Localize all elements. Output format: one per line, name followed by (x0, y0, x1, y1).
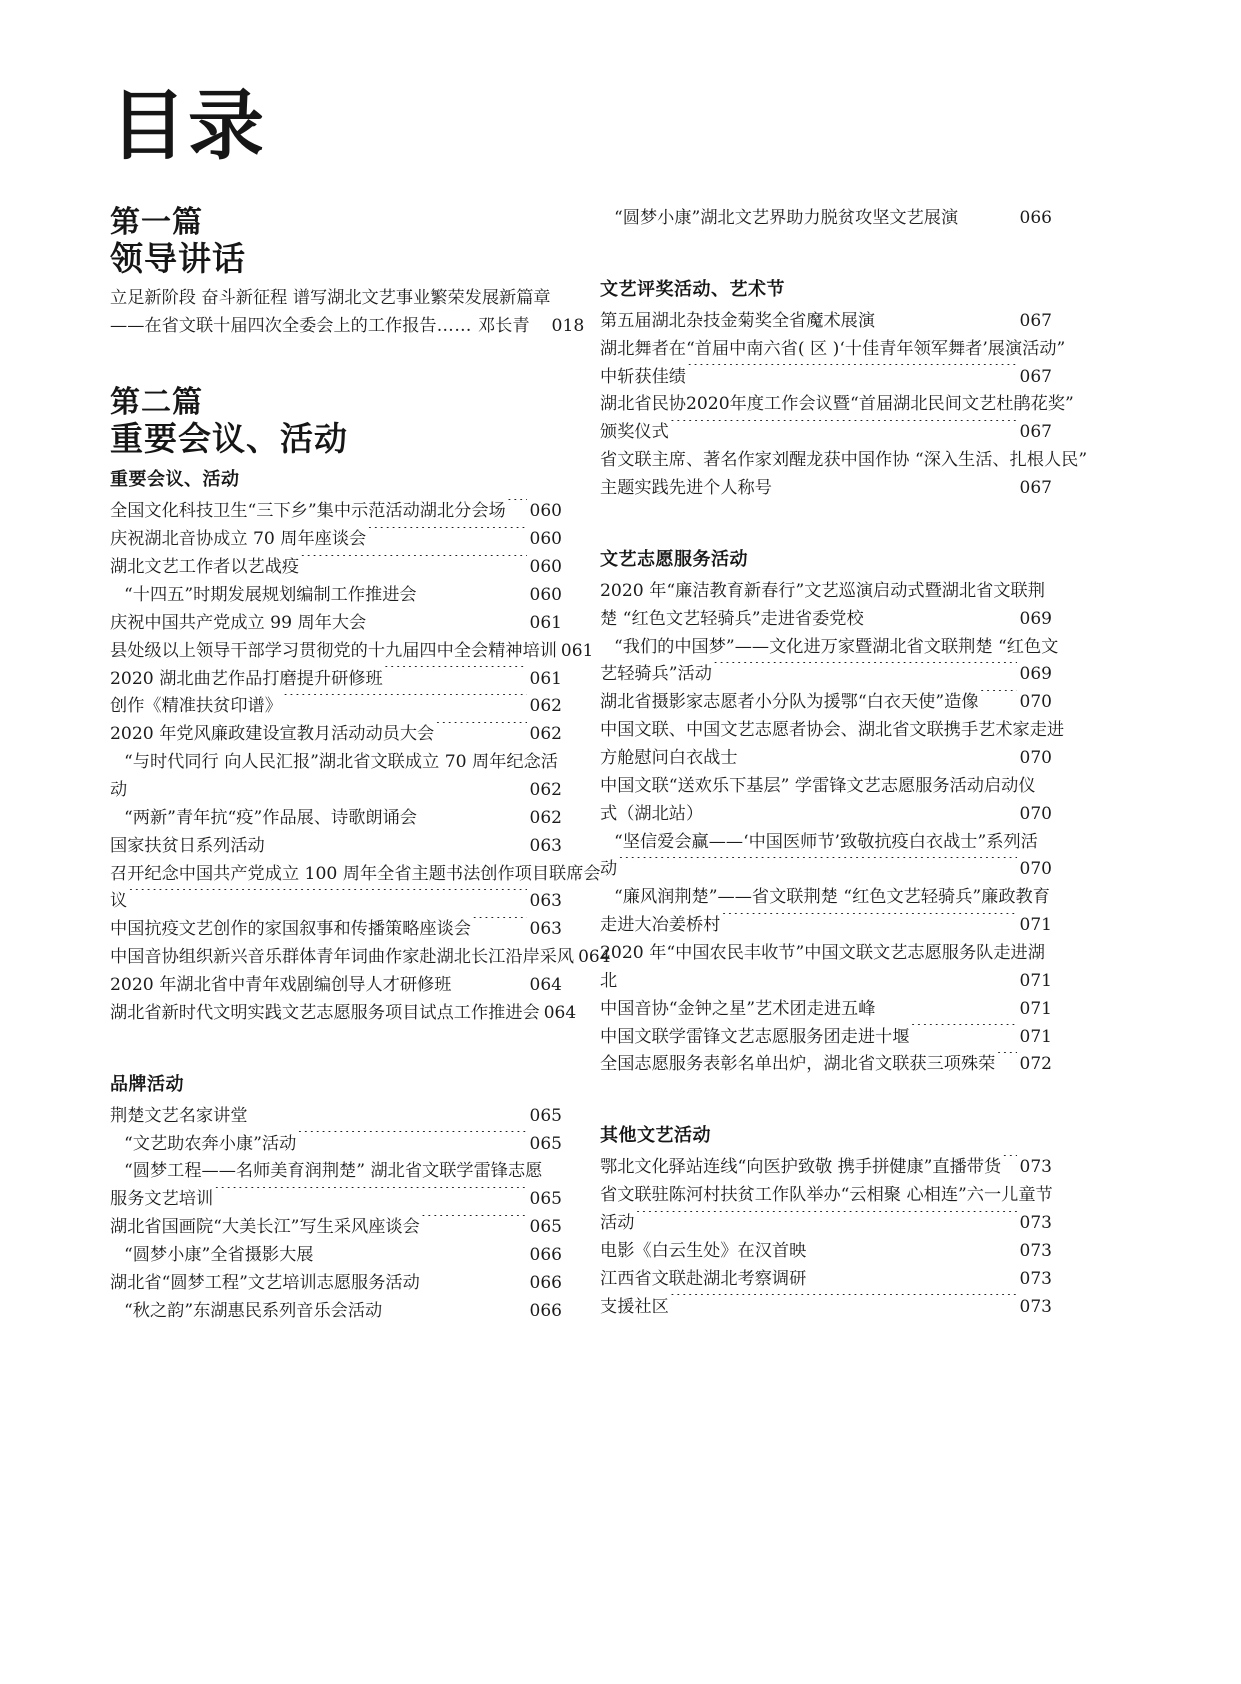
toc-entry-title: 湖北文艺工作者以艺战疫 (110, 557, 300, 578)
toc-entry[interactable] (110, 1214, 562, 1242)
toc-leader-dots (266, 834, 527, 851)
toc-entry[interactable] (110, 666, 562, 694)
toc-leader-dots (367, 527, 526, 544)
toc-entry-title: 2020 年“中国农民丰收节”中国文联文艺志愿服务队走进湖 (600, 943, 1045, 964)
toc-leader-dots (876, 997, 1016, 1014)
toc-entry-title: 召开纪念中国共产党成立 100 周年全省主题书法创作项目联席会 (110, 863, 601, 884)
toc-leader-dots (670, 420, 1017, 437)
leader-dots: …… (436, 316, 472, 337)
toc-entry-title: 江西省文联赴湖北考察调研 (600, 1268, 807, 1289)
toc-entry-page: 064 (529, 974, 562, 995)
page-title: 目录 (110, 81, 266, 170)
part-one-name: 领导讲话 (110, 239, 246, 279)
toc-entry-title: 湖北省摄影家志愿者小分队为援鄂“白衣天使”造像 (600, 692, 979, 713)
toc-entry-page: 064 (578, 947, 611, 968)
toc-leader-dots (1039, 829, 1049, 846)
toc-entry[interactable] (600, 1210, 1052, 1238)
toc-entry[interactable] (600, 606, 1052, 634)
toc-entry-page: 065 (529, 1105, 562, 1126)
toc-leader-dots (876, 309, 1017, 326)
toc-entry-title: 庆祝湖北音协成立 70 周年座谈会 (110, 529, 367, 550)
right-column (600, 205, 1088, 1322)
toc-entry-page: 061 (529, 668, 562, 689)
toc-entry[interactable] (600, 578, 1052, 606)
toc-entry-page: 070 (1019, 692, 1052, 713)
toc-leader-dots (1037, 774, 1049, 791)
toc-leader-dots (421, 1215, 527, 1232)
toc-entry[interactable] (110, 916, 562, 944)
toc-leader-dots (249, 1104, 527, 1121)
toc-leader-dots (687, 364, 1017, 381)
toc-entry-title: 2020 年党风廉政建设宣教月活动动员大会 (110, 724, 435, 745)
toc-entry-title: 中国文联、中国文艺志愿者协会、湖北省文联携手艺术家走进 (600, 720, 1065, 741)
toc-leader-dots (1002, 1155, 1016, 1172)
toc-entry[interactable] (600, 308, 1052, 336)
part-two-heading (110, 385, 562, 459)
toc-leader-dots (980, 690, 1017, 707)
toc-entry[interactable] (600, 912, 1052, 940)
entry-list-other (600, 1154, 1052, 1321)
toc-entry-title: “文艺助农奔小康”活动 (124, 1133, 297, 1154)
toc-entry-title: 县处级以上领导干部学习贯彻党的十九届四中全会精神培训 (110, 640, 557, 661)
toc-leader-dots (367, 611, 526, 628)
toc-entry-title: “十四五”时期发展规划编制工作推进会 (124, 584, 417, 605)
toc-leader-dots (807, 1239, 1016, 1256)
toc-leader-dots (435, 722, 526, 739)
toc-entry-page: 061 (560, 640, 594, 661)
toc-entry-page: 070 (1019, 803, 1052, 824)
toc-entry-title: 主题实践先进个人称号 (600, 478, 772, 499)
toc-leader-dots (383, 1299, 526, 1316)
toc-leader-dots (670, 1294, 1017, 1311)
left-column (110, 205, 611, 1326)
toc-entry-title: 中国音协“金钟之星”艺术团走进五峰 (600, 998, 876, 1019)
toc-entry-title: 动 (110, 779, 128, 800)
toc-entry-title: 湖北省国画院“大美长江”写生采风座谈会 (110, 1217, 420, 1238)
toc-entry-title: 服务文艺培训 (110, 1189, 214, 1210)
toc-entry[interactable] (600, 419, 1052, 447)
toc-entry-page: 073 (1019, 1157, 1052, 1178)
toc-entry-page: 062 (529, 779, 562, 800)
toc-entry[interactable] (110, 554, 562, 582)
toc-entry-title: “圆梦工程——名师美育润荆楚” 湖北省文联学雷锋志愿 (124, 1161, 543, 1182)
toc-entry-title: 2020 年“廉洁教育新春行”文艺巡演启动式暨湖北省文联荆 (600, 580, 1045, 601)
toc-leader-dots (128, 778, 526, 795)
toc-entry[interactable] (110, 721, 562, 749)
toc-entry-title: “圆梦小康”湖北文艺界助力脱贫攻坚文艺展演 (614, 208, 959, 228)
toc-entry[interactable] (600, 1294, 1052, 1322)
toc-leader-dots (1046, 941, 1049, 958)
toc-entry-page: 066 (1019, 208, 1052, 228)
toc-leader-dots (418, 583, 527, 600)
group-heading-brand: 品牌活动 (110, 1073, 184, 1095)
toc-entry[interactable] (600, 689, 1052, 717)
toc-entry-page: 073 (1019, 1268, 1052, 1289)
toc-leader-dots (618, 969, 1016, 986)
group-spacer (600, 1079, 1052, 1107)
toc-entry-page: 073 (1019, 1213, 1052, 1234)
part-two-number: 第二篇 (110, 385, 203, 421)
toc-entry-title: 中国音协组织新兴音乐群体青年词曲作家赴湖北长江沿岸采风 (110, 947, 575, 968)
toc-entry-title: 支援社区 (600, 1296, 669, 1317)
toc-entry[interactable] (110, 693, 562, 721)
toc-entry-title: 动 (600, 859, 618, 880)
toc-entry[interactable] (600, 391, 1074, 419)
toc-entry[interactable] (110, 1242, 562, 1270)
group-spacer (600, 233, 1052, 261)
toc-entry[interactable] (600, 661, 1052, 689)
group-heading-other: 其他文艺活动 (600, 1125, 711, 1147)
toc-entry-page: 073 (1019, 1296, 1052, 1317)
toc-entry-title: 湖北省民协2020年度工作会议暨“首届湖北民间文艺杜鹃花奖” (600, 394, 1074, 415)
toc-entry[interactable] (110, 1186, 562, 1214)
toc-entry[interactable] (600, 1238, 1052, 1266)
toc-leader-dots (618, 857, 1016, 874)
toc-entry-title: 全国文化科技卫生“三下乡”集中示范活动湖北分会场 (110, 501, 506, 522)
toc-entry-page: 071 (1019, 1026, 1052, 1047)
toc-leader-dots (283, 694, 527, 711)
toc-leader-dots (297, 1131, 526, 1148)
toc-entry-page: 062 (529, 696, 562, 717)
toc-entry-title: 鄂北文化驿站连线“向医护致敬 携手拼健康”直播带货 (600, 1157, 1002, 1178)
toc-leader-dots (996, 1052, 1016, 1069)
toc-entry[interactable] (600, 1154, 1052, 1182)
toc-entry[interactable] (110, 638, 594, 666)
toc-entry-page: 067 (1019, 366, 1052, 387)
part-one-entry-line2 (110, 313, 585, 341)
toc-entry-title: 全国志愿服务表彰名单出炉，湖北省文联获三项殊荣 (600, 1054, 996, 1075)
toc-entry[interactable] (600, 829, 1052, 857)
entry-list-top (600, 205, 1052, 233)
toc-entry-title: 走进大冶姜桥村 (600, 915, 721, 936)
toc-entry-title: “廉风润荆楚”——省文联荆楚 “红色文艺轻骑兵”廉政教育 (614, 887, 1050, 908)
toc-entry[interactable] (600, 940, 1052, 968)
toc-entry-page: 067 (1019, 310, 1052, 331)
toc-entry[interactable] (600, 773, 1052, 801)
toc-entry-page: 064 (543, 1002, 577, 1023)
toc-leader-dots (472, 917, 527, 934)
toc-entry-title: 国家扶贫日系列活动 (110, 835, 265, 856)
toc-entry[interactable] (600, 205, 1052, 233)
toc-entry-title: 创作《精准扶贫印谱》 (110, 696, 282, 717)
toc-leader-dots (721, 913, 1016, 930)
toc-entry-page: 070 (1019, 748, 1052, 769)
toc-entry-title: 中国文联“送欢乐下基层” 学雷锋文艺志愿服务活动启动仪 (600, 775, 1036, 796)
toc-entry-title: 2020 湖北曲艺作品打磨提升研修班 (110, 668, 383, 689)
part-one-entry-line1: 立足新阶段 奋斗新征程 谱写湖北文艺事业繁荣发展新篇章 (110, 288, 551, 309)
toc-leader-dots (452, 973, 526, 990)
toc-entry-page: 066 (529, 1300, 562, 1321)
group-heading-meetings: 重要会议、活动 (110, 469, 240, 491)
toc-entry[interactable] (110, 610, 562, 638)
toc-entry-title: 式（湖北站） (600, 803, 704, 824)
toc-entry[interactable] (600, 717, 1065, 745)
toc-entry-page: 063 (529, 835, 562, 856)
toc-entry-page: 071 (1019, 915, 1052, 936)
toc-entry-page: 060 (529, 584, 562, 605)
toc-entry-title: 湖北舞者在“首届中南六省( 区 )‘十佳青年领军舞者’展演活动” (600, 338, 1066, 359)
toc-entry[interactable] (110, 833, 562, 861)
toc-entry[interactable] (110, 498, 562, 526)
toc-entry-title: 北 (600, 970, 618, 991)
toc-entry-title: 电影《白云生处》在汉首映 (600, 1240, 807, 1261)
toc-entry-page: 066 (529, 1272, 562, 1293)
toc-leader-dots (1046, 579, 1049, 596)
group-heading-volunteer: 文艺志愿服务活动 (600, 548, 748, 570)
toc-entry-page: 071 (1019, 970, 1052, 991)
toc-entry-page: 067 (1019, 422, 1052, 443)
toc-entry-page: 071 (1019, 998, 1052, 1019)
toc-entry-title: 第五届湖北杂技金菊奖全省魔术展演 (600, 310, 876, 331)
toc-entry-title: 中斩获佳绩 (600, 366, 686, 387)
toc-entry-title: “坚信爱会赢——‘中国医师节’致敬抗疫白衣战士”系列活 (614, 831, 1038, 852)
toc-entry-page: 065 (529, 1133, 562, 1154)
toc-entry[interactable] (600, 447, 1088, 475)
part-two-name: 重要会议、活动 (110, 419, 348, 459)
toc-leader-dots (507, 499, 527, 516)
toc-entry[interactable] (600, 1182, 1052, 1210)
toc-entry-title: 庆祝中国共产党成立 99 周年大会 (110, 612, 367, 633)
toc-entry[interactable] (110, 526, 562, 554)
toc-leader-dots (713, 662, 1017, 679)
toc-entry-title: 中国文联学雷锋文艺志愿服务团走进十堰 (600, 1026, 910, 1047)
section-spacer (110, 341, 562, 385)
toc-entry[interactable] (600, 884, 1052, 912)
toc-leader-dots (704, 802, 1016, 819)
toc-entry-title: 中国抗疫文艺创作的家国叙事和传播策略座谈会 (110, 919, 471, 940)
toc-entry-page: 063 (529, 919, 562, 940)
toc-entry-title: “与时代同行 向人民汇报”湖北省文联成立 70 周年纪念活 (124, 752, 558, 773)
toc-entry[interactable] (110, 944, 611, 972)
toc-entry-page: 060 (529, 529, 562, 550)
toc-entry[interactable] (600, 634, 1059, 662)
part-one-page: 018 (551, 316, 585, 337)
toc-entry-title: 荆楚文艺名家讲堂 (110, 1105, 248, 1126)
toc-leader-dots (300, 555, 526, 572)
toc-leader-dots (543, 1159, 559, 1176)
toc-entry[interactable] (600, 801, 1052, 829)
toc-entry-page: 062 (529, 724, 562, 745)
toc-leader-dots (214, 1187, 526, 1204)
toc-entry-title: 湖北省新时代文明实践文艺志愿服务项目试点工作推进会 (110, 1002, 540, 1023)
toc-entry-title: 2020 年湖北省中青年戏剧编创导人才研修班 (110, 974, 452, 995)
toc-entry-title: 省文联主席、著名作家刘醒龙获中国作协 “深入生活、扎根人民” (600, 450, 1088, 471)
toc-leader-dots (128, 889, 526, 906)
toc-leader-dots (421, 1271, 527, 1288)
toc-entry[interactable] (110, 1158, 562, 1186)
toc-entry[interactable] (110, 888, 562, 916)
toc-leader-dots (910, 1024, 1016, 1041)
toc-leader-dots (739, 746, 1017, 763)
toc-entry-page: 065 (529, 1189, 562, 1210)
toc-leader-dots (865, 607, 1017, 624)
toc-leader-dots (959, 206, 1016, 223)
toc-entry[interactable] (110, 777, 562, 805)
toc-entry[interactable] (110, 582, 562, 610)
part-one-author: 邓长青 (477, 316, 530, 337)
toc-entry[interactable] (600, 1051, 1052, 1079)
toc-entry[interactable] (110, 749, 562, 777)
toc-entry-page: 069 (1019, 664, 1052, 685)
toc-leader-dots (807, 1267, 1016, 1284)
entry-list-volunteer (600, 578, 1065, 1079)
toc-entry-title: 颁奖仪式 (600, 422, 669, 443)
toc-leader-dots (773, 476, 1017, 493)
toc-entry-page: 063 (529, 891, 562, 912)
part-one-entry-dash-text: ——在省文联十届四次全委会上的工作报告 (110, 316, 437, 337)
toc-entry[interactable] (600, 1024, 1052, 1052)
toc-entry-page: 060 (529, 557, 562, 578)
toc-entry[interactable] (110, 1000, 577, 1028)
toc-entry-page: 070 (1019, 859, 1052, 880)
toc-entry-title: “圆梦小康”全省摄影大展 (124, 1245, 314, 1265)
toc-entry[interactable] (110, 972, 562, 1000)
toc-leader-dots (314, 1243, 526, 1260)
toc-entry-title: 楚 “红色文艺轻骑兵”走进省委党校 (600, 608, 864, 629)
toc-entry-page: 069 (1019, 608, 1052, 629)
toc-entry[interactable] (600, 745, 1052, 773)
toc-entry[interactable] (600, 1266, 1052, 1294)
toc-entry-title: 省文联驻陈河村扶贫工作队举办“云相聚 心相连”六一儿童节 (600, 1185, 1053, 1206)
toc-leader-dots (384, 666, 527, 683)
part-one-number: 第一篇 (110, 205, 203, 240)
toc-entry[interactable] (600, 856, 1052, 884)
toc-entry[interactable] (110, 1298, 562, 1326)
group-heading-awards: 文艺评奖活动、艺术节 (600, 278, 785, 300)
toc-entry-title: 议 (110, 891, 128, 912)
toc-entry-page: 061 (529, 612, 562, 633)
toc-entry-page: 067 (1019, 478, 1052, 499)
toc-entry-title: 方舱慰问白衣战士 (600, 748, 738, 769)
toc-entry[interactable] (110, 805, 562, 833)
toc-entry-page: 065 (529, 1217, 562, 1238)
entry-list-awards (600, 308, 1088, 503)
toc-entry[interactable] (600, 336, 1066, 364)
toc-entry-title: 艺轻骑兵”活动 (600, 664, 712, 685)
entry-list-brand (110, 1103, 562, 1326)
entry-list-meetings (110, 498, 611, 1027)
toc-entry[interactable] (110, 861, 601, 889)
toc-entry[interactable] (600, 475, 1052, 503)
toc-entry-page: 060 (529, 501, 562, 522)
toc-leader-dots (635, 1211, 1016, 1228)
toc-leader-dots (418, 806, 527, 823)
toc-entry-title: “我们的中国梦”——文化进万家暨湖北省文联荆楚 “红色文 (614, 636, 1059, 657)
group-spacer (110, 1028, 562, 1056)
group-spacer (600, 503, 1052, 531)
toc-entry-page: 066 (529, 1245, 562, 1265)
toc-entry-title: 活动 (600, 1213, 635, 1234)
toc-entry[interactable] (110, 1131, 562, 1159)
part-one-heading (110, 205, 562, 279)
toc-entry-title: “两新”青年抗“疫”作品展、诗歌朗诵会 (124, 807, 417, 828)
toc-entry[interactable] (110, 1270, 562, 1298)
toc-entry[interactable] (600, 996, 1052, 1024)
toc-entry[interactable] (600, 968, 1052, 996)
toc-entry-title: “秋之韵”东湖惠民系列音乐会活动 (124, 1300, 383, 1321)
toc-entry-page: 072 (1019, 1054, 1052, 1075)
toc-entry[interactable] (110, 1103, 562, 1131)
toc-entry-title: 湖北省“圆梦工程”文艺培训志愿服务活动 (110, 1272, 420, 1293)
toc-entry[interactable] (600, 364, 1052, 392)
toc-entry-page: 062 (529, 807, 562, 828)
toc-entry-page: 073 (1019, 1240, 1052, 1261)
